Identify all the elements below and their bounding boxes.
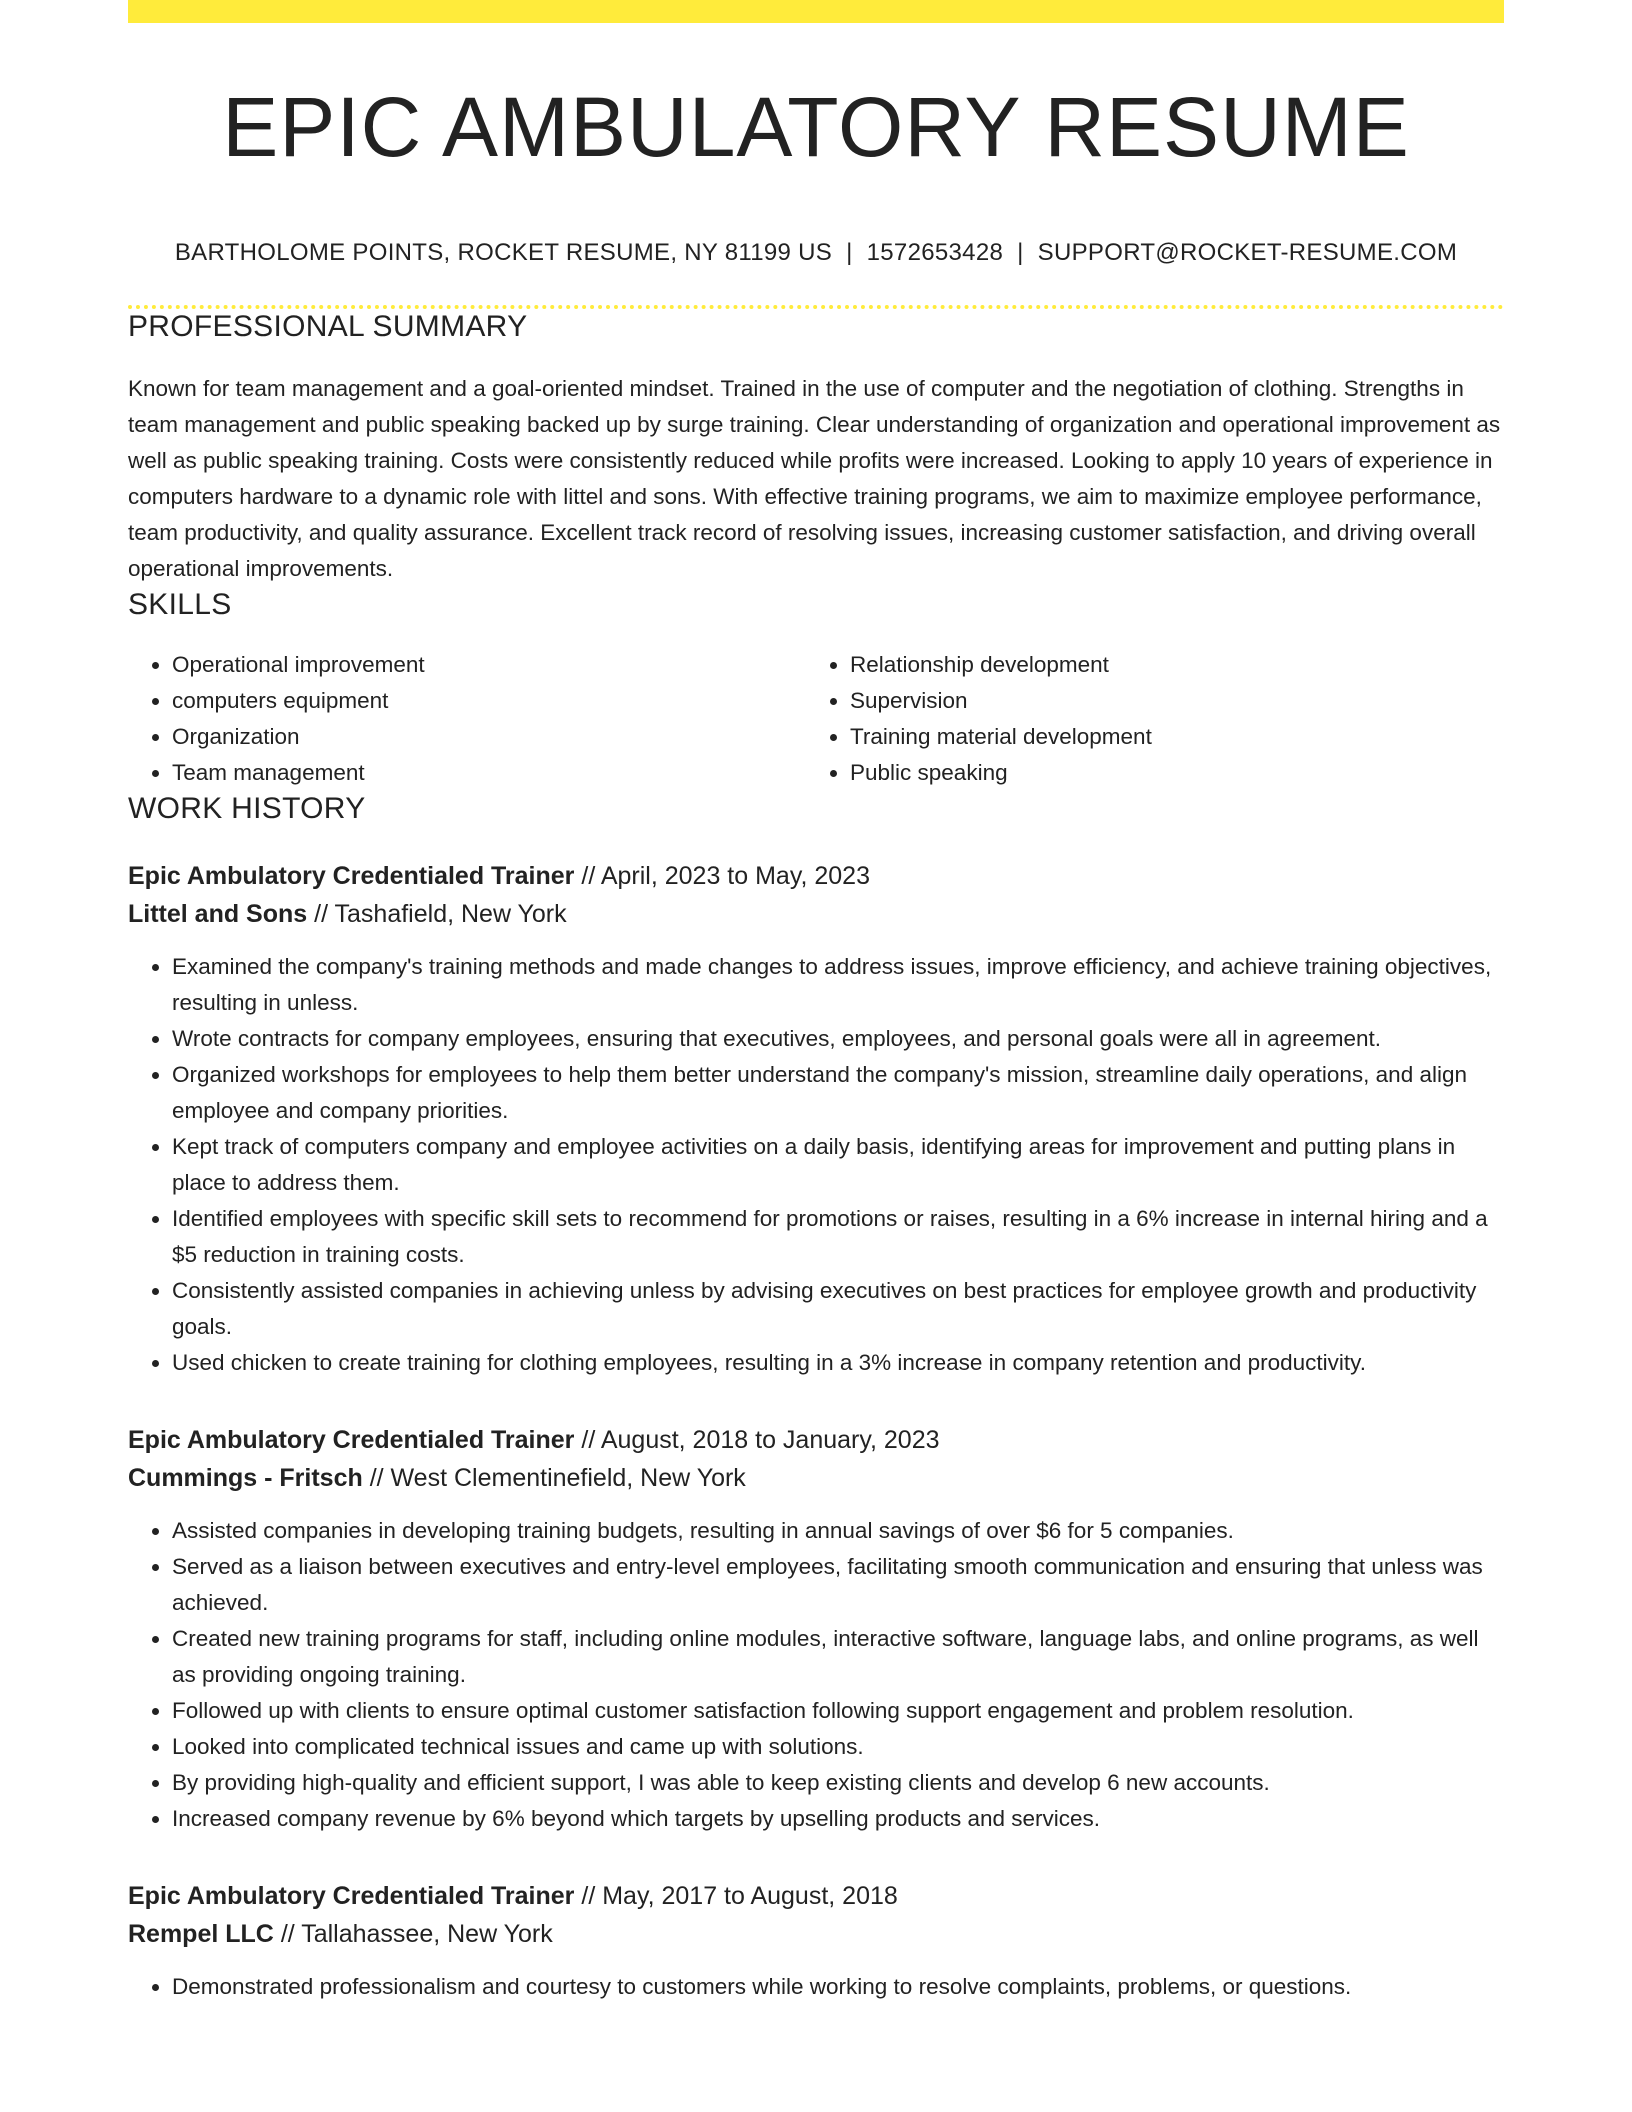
job-bullet: • Served as a liaison between executives and entry-level employees, facilitating smooth communication and ensuring that unless was achieved. <box>172 1549 1504 1621</box>
job-bullet: • Organized workshops for employees to help them better understand the company's mission, streamline daily operations, and align employee and company priorities. <box>172 1057 1504 1129</box>
job-title-line <box>128 1877 1504 1915</box>
skills-list <box>128 647 1504 791</box>
job-location: // Tashafield, New York <box>314 900 567 928</box>
skill-item: • Training material development <box>850 719 1504 755</box>
job-bullet: • Assisted companies in developing training budgets, resulting in annual savings of over $6 for 5 companies. <box>172 1513 1504 1549</box>
job-title: Epic Ambulatory Credentialed Trainer <box>128 1426 575 1454</box>
skills-column-right <box>806 647 1504 791</box>
contact-address: BARTHOLOME POINTS, ROCKET RESUME, NY 81199 US <box>174 239 833 266</box>
resume-page <box>128 0 1504 2005</box>
job-bullets <box>128 949 1504 1381</box>
job-title: Epic Ambulatory Credentialed Trainer <box>128 862 575 890</box>
contact-separator: | <box>846 239 853 266</box>
job-bullet: • Demonstrated professionalism and courtesy to customers while working to resolve complaints, problems, or questions. <box>172 1969 1504 2005</box>
skill-item: • Supervision <box>850 683 1504 719</box>
job-bullet: • Examined the company's training methods and made changes to address issues, improve efficiency, and achieve training objectives, resulting in unless. <box>172 949 1504 1021</box>
skill-item: • computers equipment <box>172 683 806 719</box>
job-bullet: • Looked into complicated technical issues and came up with solutions. <box>172 1729 1504 1765</box>
skills-heading: SKILLS <box>128 588 232 621</box>
contact-separator: | <box>1017 239 1024 266</box>
skills-column-left <box>128 647 806 791</box>
job-entry <box>128 1421 1504 1837</box>
job-dates: // April, 2023 to May, 2023 <box>581 862 870 890</box>
job-bullet: • Identified employees with specific skill sets to recommend for promotions or raises, resulting in a 6% increase in internal hiring and a $5 reduction in training costs. <box>172 1201 1504 1273</box>
job-company: Littel and Sons <box>128 900 308 928</box>
accent-bar <box>128 0 1504 23</box>
job-location: // West Clementinefield, New York <box>369 1464 746 1492</box>
summary-text: Known for team management and a goal-oriented mindset. Trained in the use of computer and the negotiation of clothing. Strengths in team management and public speaking backed up by surge training. Clear understanding of organization and operational improvement as well as public speaking training. Costs were consistently reduced while profits were increased. Looking to apply 10 years of experience in computers hardware to a dynamic role with littel and sons. With effective training programs, we aim to maximize employee performance, team productivity, and quality assurance. Excellent track record of resolving issues, increasing customer satisfaction, and driving overall operational improvements. <box>128 376 1501 581</box>
job-entry <box>128 1877 1504 2005</box>
job-bullet: • Kept track of computers company and employee activities on a daily basis, identifying areas for improvement and putting plans in place to address them. <box>172 1129 1504 1201</box>
job-dates: // August, 2018 to January, 2023 <box>581 1426 940 1454</box>
work-history-heading: WORK HISTORY <box>128 792 366 825</box>
job-bullets <box>128 1513 1504 1837</box>
job-bullet: • Wrote contracts for company employees, ensuring that executives, employees, and personal goals were all in agreement. <box>172 1021 1504 1057</box>
contact-phone: 1572653428 <box>866 239 1004 266</box>
skill-item: • Team management <box>172 755 806 791</box>
job-bullet: • By providing high-quality and efficient support, I was able to keep existing clients and develop 6 new accounts. <box>172 1765 1504 1801</box>
job-bullets <box>128 1969 1504 2005</box>
job-entry <box>128 857 1504 1381</box>
job-company-line <box>128 1459 1504 1497</box>
job-dates: // May, 2017 to August, 2018 <box>581 1882 898 1910</box>
job-bullet: • Created new training programs for staff, including online modules, interactive software, language labs, and online programs, as well as providing ongoing training. <box>172 1621 1504 1693</box>
skill-item: • Relationship development <box>850 647 1504 683</box>
job-bullet: • Consistently assisted companies in achieving unless by advising executives on best practices for employee growth and productivity goals. <box>172 1273 1504 1345</box>
job-company-line <box>128 1915 1504 1953</box>
contact-email: SUPPORT@ROCKET-RESUME.COM <box>1037 239 1458 266</box>
job-title: Epic Ambulatory Credentialed Trainer <box>128 1882 575 1910</box>
job-title-line <box>128 857 1504 895</box>
skill-item: • Public speaking <box>850 755 1504 791</box>
job-location: // Tallahassee, New York <box>280 1920 553 1948</box>
contact-line <box>128 239 1504 267</box>
skill-item: • Organization <box>172 719 806 755</box>
job-company-line <box>128 895 1504 933</box>
job-bullet: • Increased company revenue by 6% beyond which targets by upselling products and services. <box>172 1801 1504 1837</box>
job-title-line <box>128 1421 1504 1459</box>
job-bullet: • Followed up with clients to ensure optimal customer satisfaction following support engagement and problem resolution. <box>172 1693 1504 1729</box>
resume-title: EPIC AMBULATORY RESUME <box>222 80 1410 174</box>
skill-item: • Operational improvement <box>172 647 806 683</box>
job-company: Rempel LLC <box>128 1920 274 1948</box>
job-company: Cummings - Fritsch <box>128 1464 363 1492</box>
job-bullet: • Used chicken to create training for clothing employees, resulting in a 3% increase in company retention and productivity. <box>172 1345 1504 1381</box>
summary-heading: PROFESSIONAL SUMMARY <box>128 310 528 343</box>
